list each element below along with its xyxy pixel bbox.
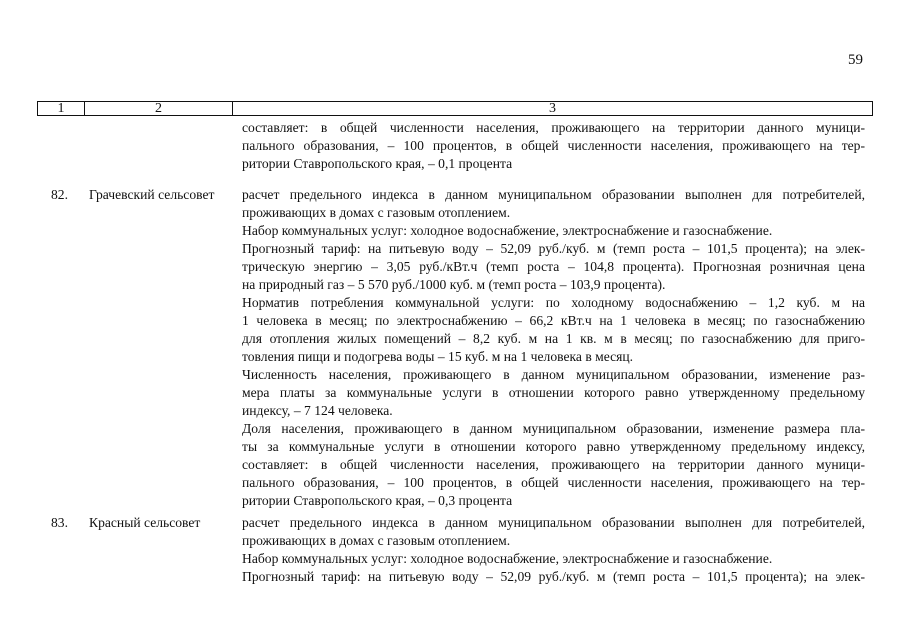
text-line: Прогнозный тариф: на питьевую воду – 52,09 руб./куб. м (темп роста – 101,5 процента); на элек- (242, 569, 865, 584)
text-line: товления пищи и подогрева воды – 15 куб. м на 1 человека в месяц. (242, 349, 634, 364)
column-number-2: 2 (85, 102, 233, 115)
column-number-3: 3 (549, 101, 556, 116)
text-line: пального образования, – 100 процентов, в общей численности населения, проживающего на тер- (242, 138, 865, 153)
column-number-1: 1 (38, 102, 85, 115)
text-line: индексу, – 7 124 человека. (242, 403, 393, 418)
text-line: составляет: в общей численности населения, проживающего на территории данного муници- (242, 457, 865, 472)
text-line: пального образования, – 100 процентов, в общей численности населения, проживающего на тер- (242, 475, 865, 490)
text-line: Норматив потребления коммунальной услуги: по холодному водоснабжению – 1,2 куб. м на (242, 295, 865, 310)
continuation-text (242, 119, 865, 173)
municipality-name: Красный сельсовет (89, 515, 201, 530)
page-number: 59 (848, 52, 863, 68)
table-column-header (37, 101, 873, 116)
text-line: трическую энергию – 3,05 руб./кВт.ч (темп роста – 104,8 процента). Прогнозная розничная цена (242, 259, 865, 274)
text-line: Прогнозный тариф: на питьевую воду – 52,09 руб./куб. м (темп роста – 101,5 процента); на элек- (242, 241, 865, 256)
text-line: мера платы за коммунальные услуги в отношении которого равно утвержденному предельному (242, 385, 865, 400)
text-line: 1 человека в месяц; по электроснабжению – 66,2 кВт.ч на 1 человека в месяц; по газоснабжению (242, 313, 865, 328)
text-line: Доля населения, проживающего в данном муниципальном образовании, изменение размера пла- (242, 421, 865, 436)
text-line: ритории Ставропольского края, – 0,3 процента (242, 493, 513, 508)
text-line: расчет предельного индекса в данном муниципальном образовании выполнен для потребителей, (242, 515, 865, 530)
entry-82-text (242, 186, 865, 510)
text-line: Численность населения, проживающего в данном муниципальном образовании, изменение раз- (242, 367, 865, 382)
entry-number: 83. (51, 515, 68, 530)
municipality-name: Грачевский сельсовет (89, 187, 215, 202)
text-line: проживающих в домах с газовым отоплением. (242, 533, 511, 548)
text-line: ритории Ставропольского края, – 0,1 процента (242, 156, 513, 171)
text-line: составляет: в общей численности населения, проживающего на территории данного муници- (242, 120, 865, 135)
text-line: Набор коммунальных услуг: холодное водоснабжение, электроснабжение и газоснабжение. (242, 551, 773, 566)
text-line: ты за коммунальные услуги в отношении которого равно утвержденному предельному индексу, (242, 439, 865, 454)
text-line: на природный газ – 5 570 руб./1000 куб. м (темп роста – 103,9 процента). (242, 277, 666, 292)
text-line: расчет предельного индекса в данном муниципальном образовании выполнен для потребителей, (242, 187, 865, 202)
entry-83-text (242, 514, 865, 586)
entry-number: 82. (51, 187, 68, 202)
text-line: Набор коммунальных услуг: холодное водоснабжение, электроснабжение и газоснабжение. (242, 223, 773, 238)
text-line: проживающих в домах с газовым отоплением. (242, 205, 511, 220)
text-line: для отопления жилых помещений – 8,2 куб. м на 1 кв. м в месяц; по газоснабжению для приго- (242, 331, 865, 346)
